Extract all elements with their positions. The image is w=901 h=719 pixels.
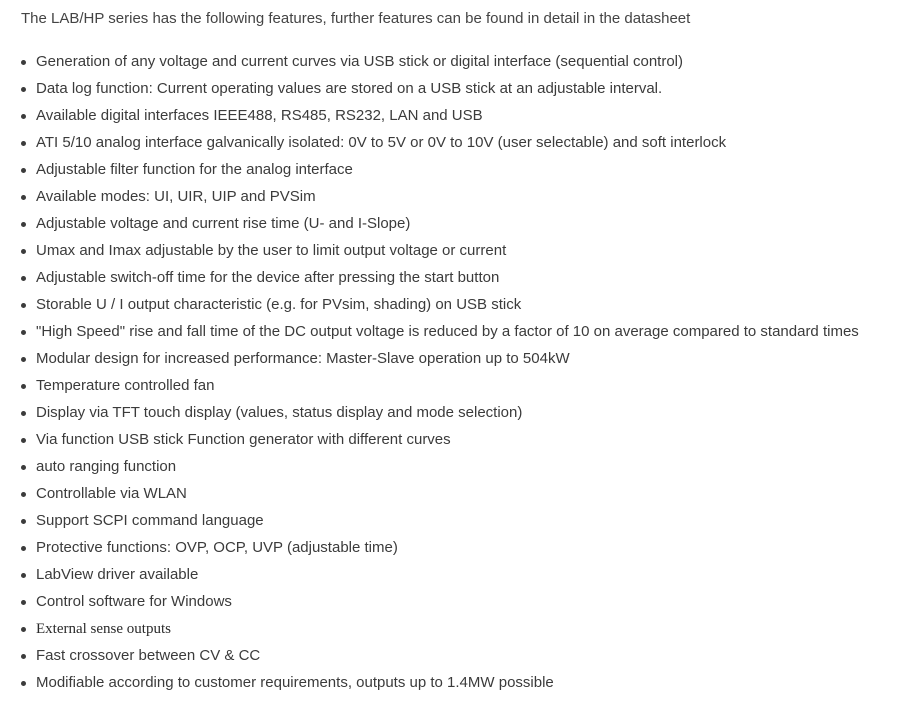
feature-text: External sense outputs — [36, 621, 171, 637]
feature-text: Via function USB stick Function generator with different curves — [36, 431, 451, 448]
list-item — [21, 376, 901, 403]
feature-text: "High Speed" rise and fall time of the DC output voltage is reduced by a factor of 10 on average compared to standard times — [36, 323, 859, 340]
feature-text: Modifiable according to customer requirements, outputs up to 1.4MW possible — [36, 674, 554, 691]
bullet-icon — [21, 573, 26, 578]
feature-text: Temperature controlled fan — [36, 377, 215, 394]
bullet-icon — [21, 627, 26, 632]
bullet-icon — [21, 411, 26, 416]
bullet-icon — [21, 303, 26, 308]
list-item — [21, 295, 901, 322]
feature-text: Available modes: UI, UIR, UIP and PVSim — [36, 188, 316, 205]
feature-text: Support SCPI command language — [36, 512, 264, 529]
bullet-icon — [21, 492, 26, 497]
feature-text: Control software for Windows — [36, 593, 232, 610]
list-item — [21, 349, 901, 376]
list-item — [21, 565, 901, 592]
bullet-icon — [21, 384, 26, 389]
list-item — [21, 160, 901, 187]
bullet-icon — [21, 438, 26, 443]
list-item — [21, 187, 901, 214]
bullet-icon — [21, 681, 26, 686]
feature-text: Adjustable filter function for the analog interface — [36, 161, 353, 178]
bullet-icon — [21, 141, 26, 146]
feature-text: Storable U / I output characteristic (e.g. for PVsim, shading) on USB stick — [36, 296, 522, 313]
feature-text: Adjustable voltage and current rise time (U- and I-Slope) — [36, 215, 411, 232]
feature-text: Controllable via WLAN — [36, 485, 187, 502]
bullet-icon — [21, 222, 26, 227]
bullet-icon — [21, 465, 26, 470]
list-item — [21, 673, 901, 700]
list-item — [21, 241, 901, 268]
feature-text: Data log function: Current operating values are stored on a USB stick at an adjustable interval. — [36, 80, 663, 97]
feature-text: Protective functions: OVP, OCP, UVP (adjustable time) — [36, 539, 398, 556]
list-item — [21, 322, 901, 349]
bullet-icon — [21, 600, 26, 605]
bullet-icon — [21, 195, 26, 200]
feature-text: Available digital interfaces IEEE488, RS485, RS232, LAN and USB — [36, 107, 483, 124]
feature-text: Generation of any voltage and current curves via USB stick or digital interface (sequential control) — [36, 53, 683, 70]
list-item — [21, 619, 901, 646]
feature-text: auto ranging function — [36, 458, 177, 475]
feature-text: ATI 5/10 analog interface galvanically isolated: 0V to 5V or 0V to 10V (user selectable) and soft interlock — [36, 134, 727, 151]
feature-text: Umax and Imax adjustable by the user to limit output voltage or current — [36, 242, 507, 259]
list-item — [21, 511, 901, 538]
bullet-icon — [21, 276, 26, 281]
bullet-icon — [21, 546, 26, 551]
list-item — [21, 268, 901, 295]
bullet-icon — [21, 60, 26, 65]
feature-text: Modular design for increased performance: Master-Slave operation up to 504kW — [36, 350, 570, 367]
list-item — [21, 484, 901, 511]
bullet-icon — [21, 87, 26, 92]
bullet-icon — [21, 357, 26, 362]
bullet-icon — [21, 330, 26, 335]
list-item — [21, 403, 901, 430]
list-item — [21, 592, 901, 619]
bullet-icon — [21, 519, 26, 524]
bullet-icon — [21, 114, 26, 119]
intro-paragraph: The LAB/HP series has the following features, further features can be found in detail in the datasheet — [21, 10, 691, 27]
feature-text: Fast crossover between CV & CC — [36, 647, 261, 664]
list-item — [21, 430, 901, 457]
bullet-icon — [21, 168, 26, 173]
feature-text: Adjustable switch-off time for the device after pressing the start button — [36, 269, 500, 286]
list-item — [21, 106, 901, 133]
bullet-icon — [21, 654, 26, 659]
list-item — [21, 79, 901, 106]
list-item — [21, 52, 901, 79]
list-item — [21, 457, 901, 484]
bullet-icon — [21, 249, 26, 254]
feature-text: Display via TFT touch display (values, status display and mode selection) — [36, 404, 523, 421]
list-item — [21, 646, 901, 673]
feature-text: LabView driver available — [36, 566, 199, 583]
list-item — [21, 133, 901, 160]
list-item — [21, 538, 901, 565]
feature-list — [21, 52, 901, 700]
list-item — [21, 214, 901, 241]
